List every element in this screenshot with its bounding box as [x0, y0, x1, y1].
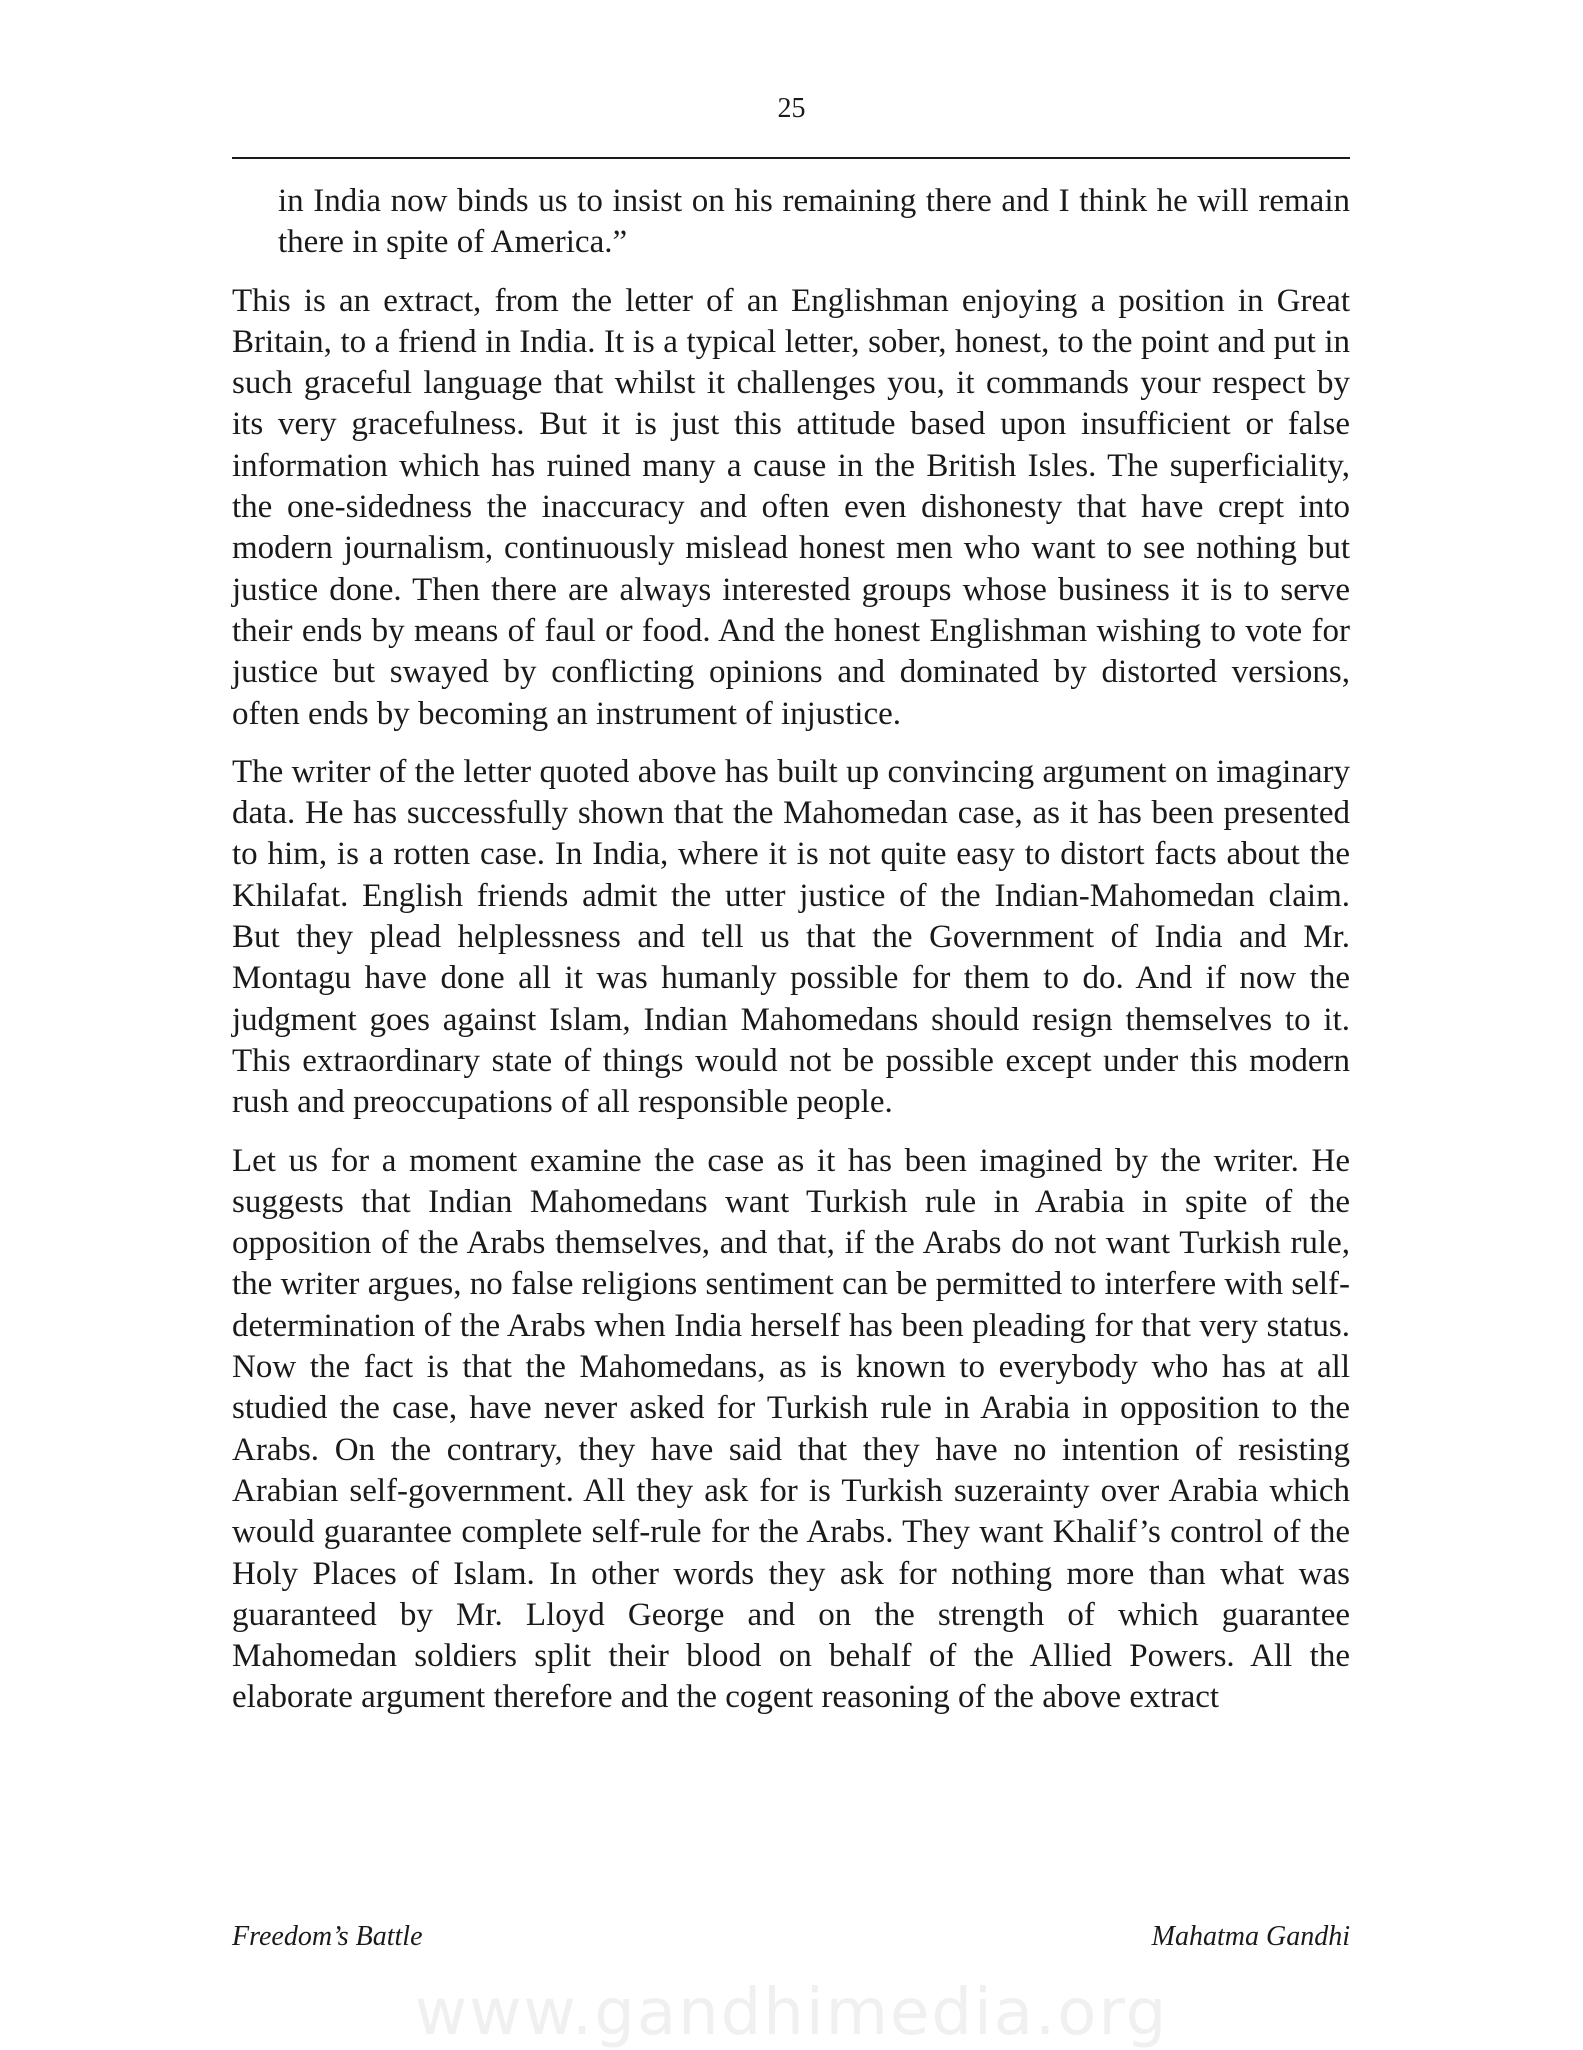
page-number: 25 — [777, 93, 806, 124]
paragraph-1: This is an extract, from the letter of an Englishman enjoying a position in Great Britain, to a friend in India. It is a typical letter, sober, honest, to the point and put in such graceful language that whilst it challenges you, it commands your respect by its very gracefulness. But it is just this attitude based upon insufficient or false information which has ruined many a cause in the British Isles. The superficiality, the one-sidedness the inaccuracy and often even dishonesty that have crept into modern journalism, continuously mislead honest men who want to see nothing but justice done. Then there are always interested groups whose business it is to serve their ends by means of faul or food. And the honest Englishman wishing to vote for justice but swayed by conflicting opinions and dominated by distorted versions, often ends by becoming an instrument of injustice. — [232, 282, 1350, 732]
footer-author: Mahatma Gandhi — [1151, 1921, 1350, 1952]
quote-continuation: in India now binds us to insist on his remaining there and I think he will remain there in spite of America.” — [278, 183, 1350, 261]
header-rule — [232, 157, 1350, 159]
body-text — [232, 181, 1350, 1736]
paragraph-3: Let us for a moment examine the case as it has been imagined by the writer. He suggests that Indian Mahomedans want Turkish rule in Arabia in spite of the opposition of the Arabs themselves, and that, if the Arabs do not want Turkish rule, the writer argues, no false religions sentiment can be permitted to interfere with self-determination of the Arabs when India herself has been pleading for that very status. Now the fact is that the Mahomedans, as is known to everybody who has at all studied the case, have never asked for Turkish rule in Arabia in opposition to the Arabs. On the contrary, they have said that they have no intention of resisting Arabian self-government. All they ask for is Turkish suzerainty over Arabia which would guarantee complete self-rule for the Arabs. They want Khalif’s control of the Holy Places of Islam. In other words they ask for nothing more than what was guaranteed by Mr. Lloyd George and on the strength of which guarantee Mahomedan soldiers split their blood on behalf of the Allied Powers. All the elaborate argument therefore and the cogent reasoning of the above extract — [232, 1142, 1350, 1716]
watermark: www.gandhimedia.org — [414, 1976, 1169, 2050]
footer-book-title: Freedom’s Battle — [232, 1921, 423, 1952]
paragraph-2: The writer of the letter quoted above has built up convincing argument on imaginary data. He has successfully shown that the Mahomedan case, as it has been presented to him, is a rotten case. In India, where it is not quite easy to distort facts about the Khilafat. English friends admit the utter justice of the Indian-Mahomedan claim. But they plead helplessness and tell us that the Government of India and Mr. Montagu have done all it was humanly possible for them to do. And if now the judgment goes against Islam, Indian Mahomedans should resign themselves to it. This extraordinary state of things would not be possible except under this modern rush and preoccupations of all responsible people. — [232, 753, 1350, 1121]
